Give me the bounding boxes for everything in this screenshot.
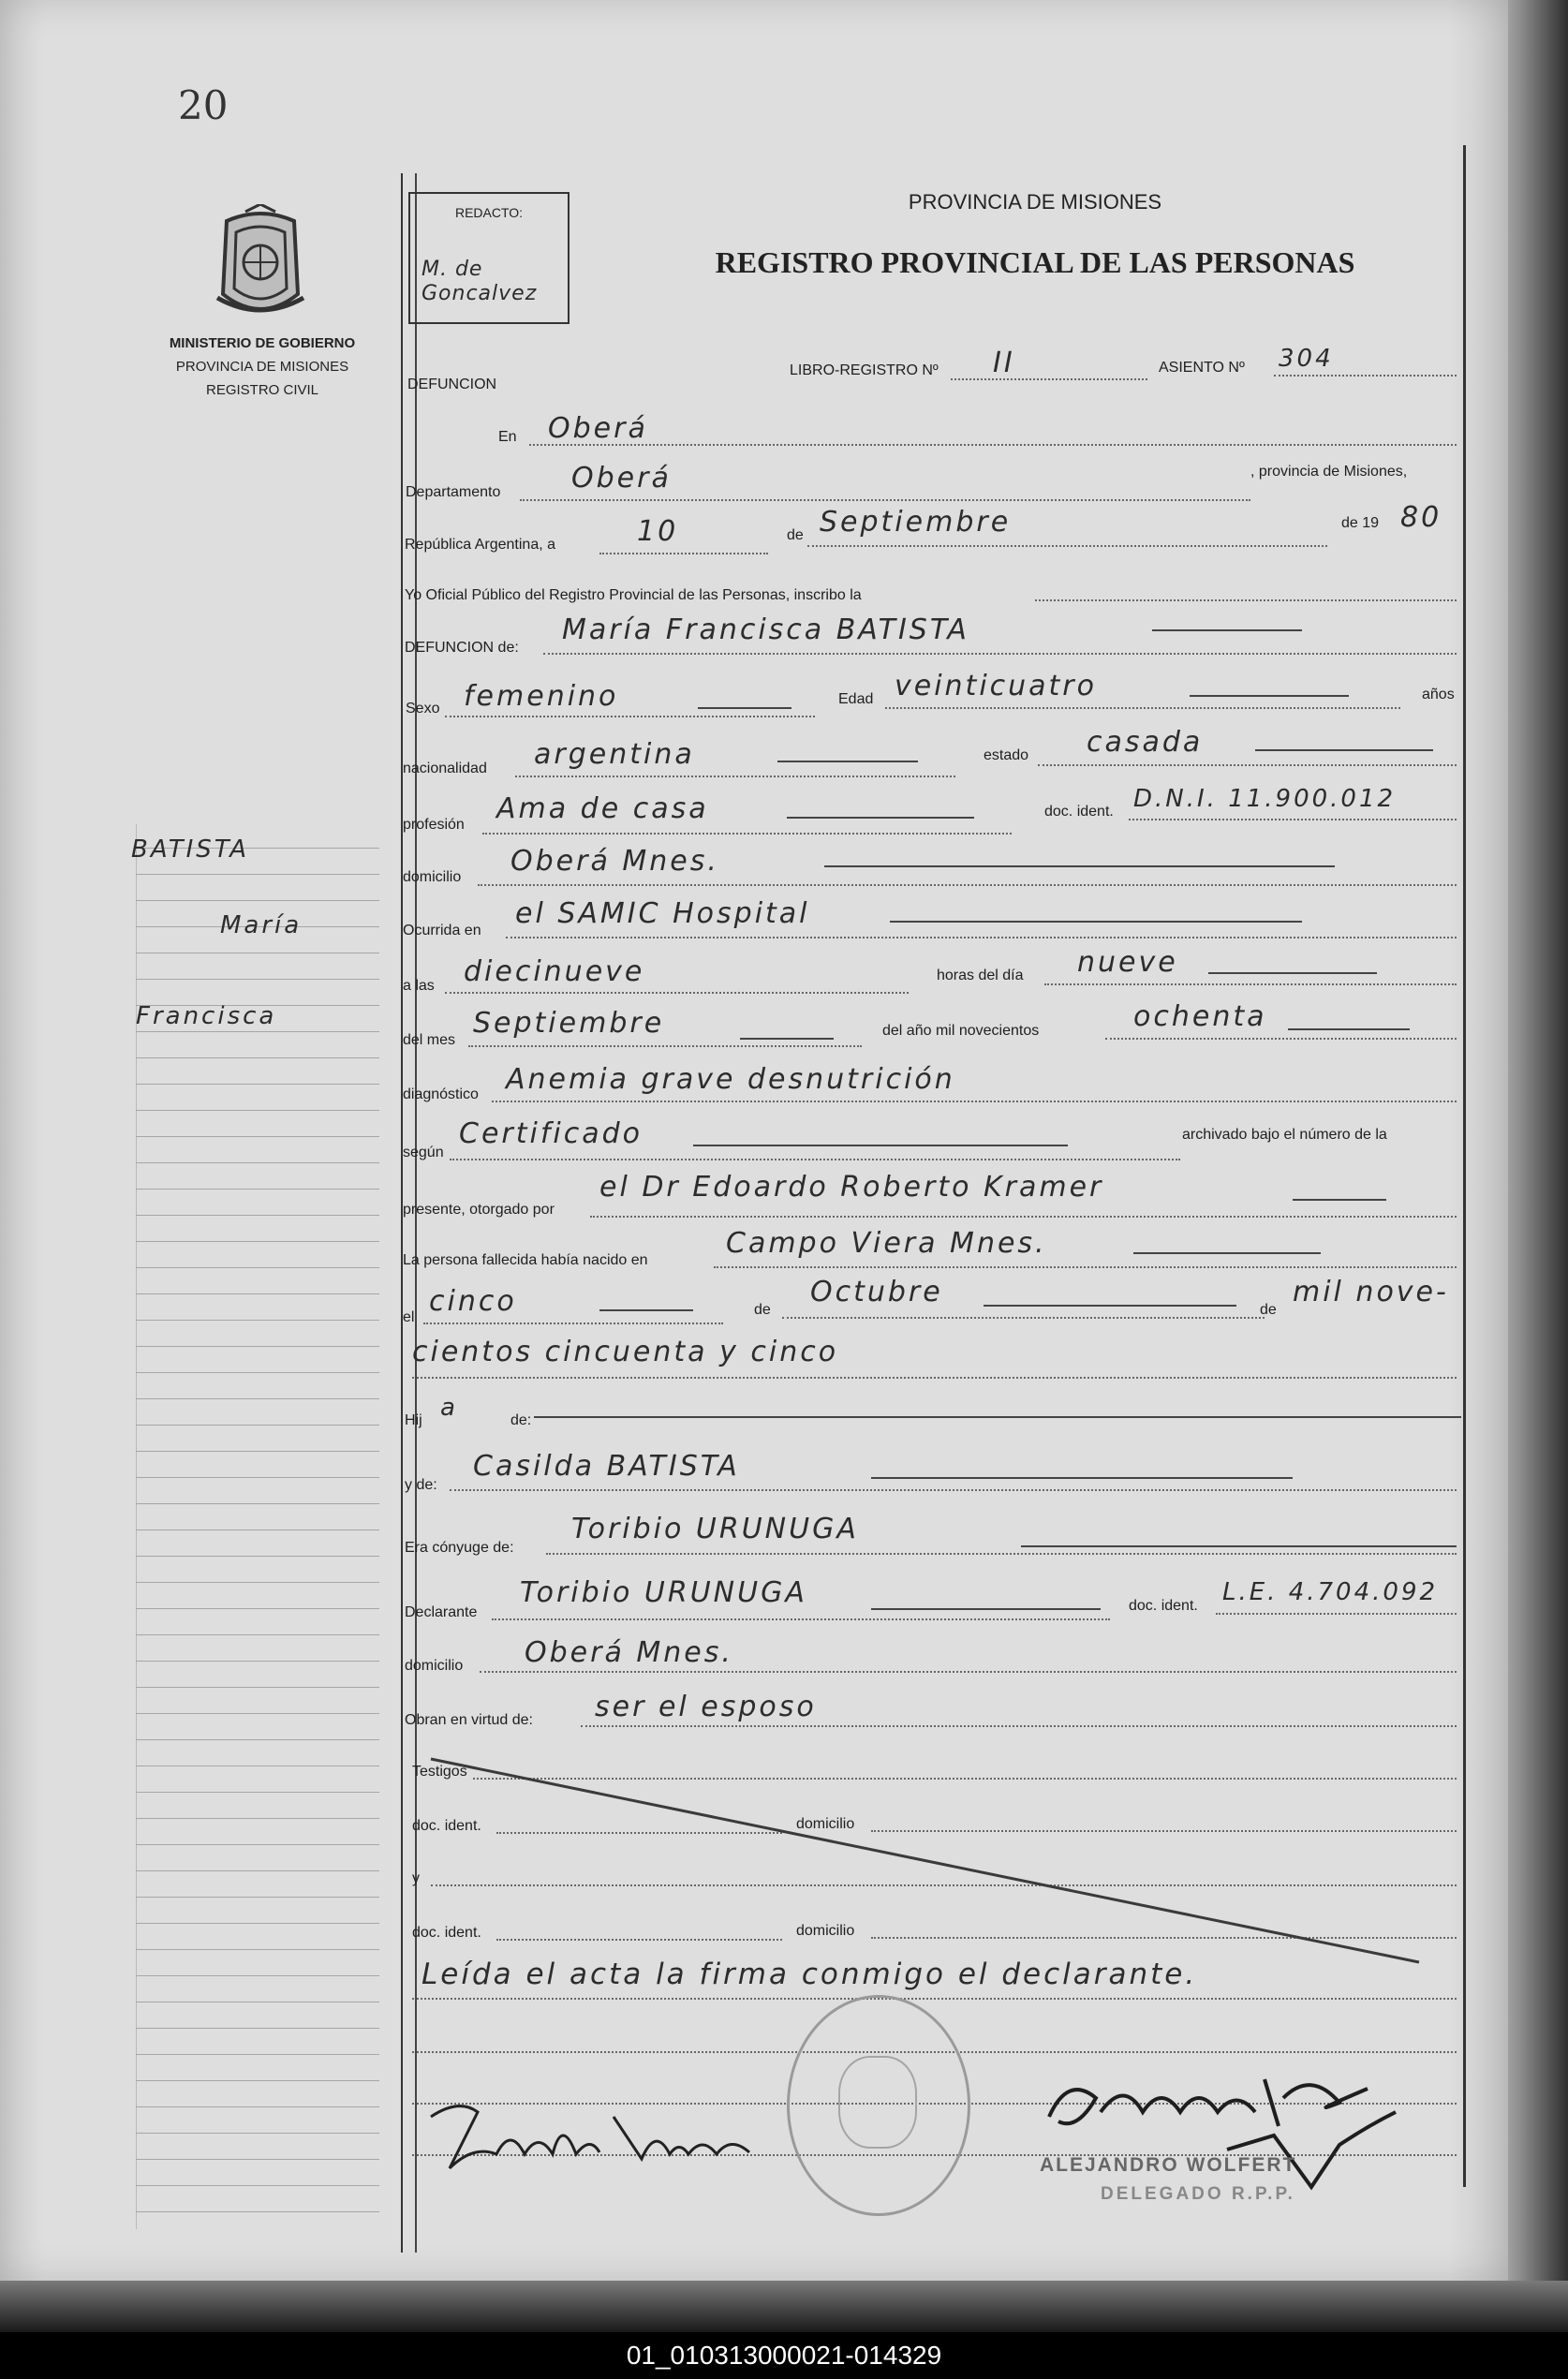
mes-value: Septiembre <box>473 1007 665 1040</box>
decl-doc-label: doc. ident. <box>1129 1598 1198 1614</box>
libro-label: LIBRO-REGISTRO Nº <box>790 362 939 378</box>
edad-label: Edad <box>838 691 874 707</box>
libro-value: II <box>993 347 1015 379</box>
fecha-de-label: de <box>787 527 804 543</box>
anio-cont-value: cientos cincuenta y cinco <box>412 1336 839 1368</box>
margin-name-2: Francisca <box>136 1002 277 1030</box>
doc-ident-label: doc. ident. <box>1044 804 1114 820</box>
edad-value: veinticuatro <box>895 670 1097 702</box>
domicilio-label: domicilio <box>403 869 462 885</box>
departamento-value: Oberá <box>571 462 672 495</box>
book-bottom-edge <box>0 2281 1568 2332</box>
nacido-value: Campo Viera Mnes. <box>726 1227 1047 1260</box>
closing-line <box>412 1998 1457 2000</box>
domicilio-value: Oberá Mnes. <box>510 845 719 878</box>
defuncion-de-label: DEFUNCION de: <box>405 640 519 656</box>
stamp-emblem <box>838 2056 917 2149</box>
segun-suffix: archivado bajo el número de la <box>1182 1127 1387 1143</box>
decl-domicilio-value: Oberá Mnes. <box>525 1636 733 1669</box>
officer-name: ALEJANDRO WOLFERT <box>1040 2154 1297 2176</box>
ministry-line-2: PROVINCIA DE MISIONES <box>175 359 349 375</box>
de-anio-label: de <box>1260 1302 1277 1318</box>
en-label: En <box>498 429 517 445</box>
profesion-value: Ama de casa <box>496 792 709 825</box>
sexo-label: Sexo <box>406 701 440 717</box>
estado-label: estado <box>984 747 1029 763</box>
de-mes-value: Octubre <box>810 1276 943 1308</box>
officer-title: DELEGADO R.P.P. <box>1101 2184 1295 2204</box>
ocurrida-value: el SAMIC Hospital <box>515 897 810 930</box>
doc-ident-value: D.N.I. 11.900.012 <box>1133 785 1397 813</box>
conyuge-label: Era cónyuge de: <box>405 1540 514 1556</box>
conyuge-value: Toribio URUNUGA <box>571 1513 859 1545</box>
y-de-label: y de: <box>405 1477 437 1493</box>
el-dia-label: el <box>403 1309 415 1325</box>
segun-label: según <box>403 1145 444 1160</box>
page-number: 20 <box>178 82 229 128</box>
t-doc2-label: doc. ident. <box>412 1925 481 1941</box>
ministry-line-3: REGISTRO CIVIL <box>205 382 319 398</box>
edad-suffix: años <box>1422 687 1455 702</box>
de-mes-label: de <box>754 1302 771 1318</box>
anio-value: ochenta <box>1133 1000 1267 1033</box>
image-id-bar <box>0 2332 1568 2379</box>
registry-title: REGISTRO PROVINCIAL DE LAS PERSONAS <box>715 245 1355 279</box>
anio-label: del año mil novecientos <box>882 1023 1040 1039</box>
oficial-label: Yo Oficial Público del Registro Provincial de las Personas, inscribo la <box>405 587 862 603</box>
obran-value: ser el esposo <box>595 1691 817 1723</box>
horas-label: horas del día <box>937 968 1024 983</box>
asiento-label: ASIENTO Nº <box>1159 360 1245 376</box>
presente-value: el Dr Edoardo Roberto Kramer <box>599 1171 1104 1204</box>
ministry-line-1: MINISTERIO DE GOBIERNO <box>169 335 356 351</box>
decl-doc-value: L.E. 4.704.092 <box>1222 1578 1439 1606</box>
testigos-label: Testigos <box>412 1764 467 1780</box>
defuncion-de-value: María Francisca BATISTA <box>562 613 969 646</box>
redacto-label: REDACTO: <box>454 205 524 220</box>
closing-text: Leída el acta la firma conmigo el declarante. <box>422 1958 1198 1991</box>
image-id-text: 01_010313000021-014329 <box>626 2341 942 2370</box>
sexo-value: femenino <box>464 680 619 713</box>
departamento-suffix: , provincia de Misiones, <box>1250 464 1408 480</box>
obran-label: Obran en virtud de: <box>405 1712 533 1728</box>
t-dom2-label: domicilio <box>796 1923 855 1939</box>
a-las-value: diecinueve <box>464 955 645 988</box>
t-y-label: y <box>412 1870 420 1886</box>
profesion-label: profesión <box>403 817 465 833</box>
redacto-value: M. de Goncalvez <box>422 258 538 305</box>
segun-value: Certificado <box>459 1117 643 1150</box>
mes-label: del mes <box>403 1032 456 1048</box>
departamento-label: Departamento <box>406 484 501 500</box>
t-dom1-label: domicilio <box>796 1816 855 1832</box>
de-anio-value: mil nove- <box>1293 1276 1449 1308</box>
el-dia-value: cinco <box>429 1285 517 1318</box>
decl-domicilio-label: domicilio <box>405 1658 464 1674</box>
horas-value: nueve <box>1077 946 1178 979</box>
fecha-label: República Argentina, a <box>405 537 555 553</box>
t-doc1-label: doc. ident. <box>412 1818 481 1834</box>
fecha-day: 10 <box>637 515 679 548</box>
nacionalidad-label: nacionalidad <box>403 761 487 776</box>
presente-label: presente, otorgado por <box>403 1202 555 1218</box>
a-las-label: a las <box>403 978 435 994</box>
diagnostico-label: diagnóstico <box>403 1086 479 1102</box>
province-title: PROVINCIA DE MISIONES <box>908 190 1162 214</box>
margin-surname: BATISTA <box>131 835 250 864</box>
fecha-month: Septiembre <box>820 506 1012 539</box>
estado-value: casada <box>1087 726 1204 759</box>
ocurrida-label: Ocurrida en <box>403 923 481 938</box>
en-value: Oberá <box>548 412 648 445</box>
hij-suffix: a <box>440 1394 458 1422</box>
margin-name-1: María <box>220 911 303 939</box>
nacido-label: La persona fallecida había nacido en <box>403 1252 648 1268</box>
hij-label: Hij <box>405 1412 422 1428</box>
fecha-year-label: de 19 <box>1341 515 1380 531</box>
declarante-label: Declarante <box>405 1604 478 1620</box>
diagnostico-value: Anemia grave desnutrición <box>506 1063 955 1096</box>
y-de-value: Casilda BATISTA <box>473 1450 740 1483</box>
asiento-value: 304 <box>1279 345 1334 373</box>
fecha-year: 80 <box>1400 501 1442 534</box>
hij-de-label: de: <box>510 1412 532 1428</box>
nacionalidad-value: argentina <box>534 738 695 771</box>
act-type-label: DEFUNCION <box>407 377 497 392</box>
declarant-signature <box>422 2089 777 2192</box>
declarante-value: Toribio URUNUGA <box>520 1576 807 1609</box>
